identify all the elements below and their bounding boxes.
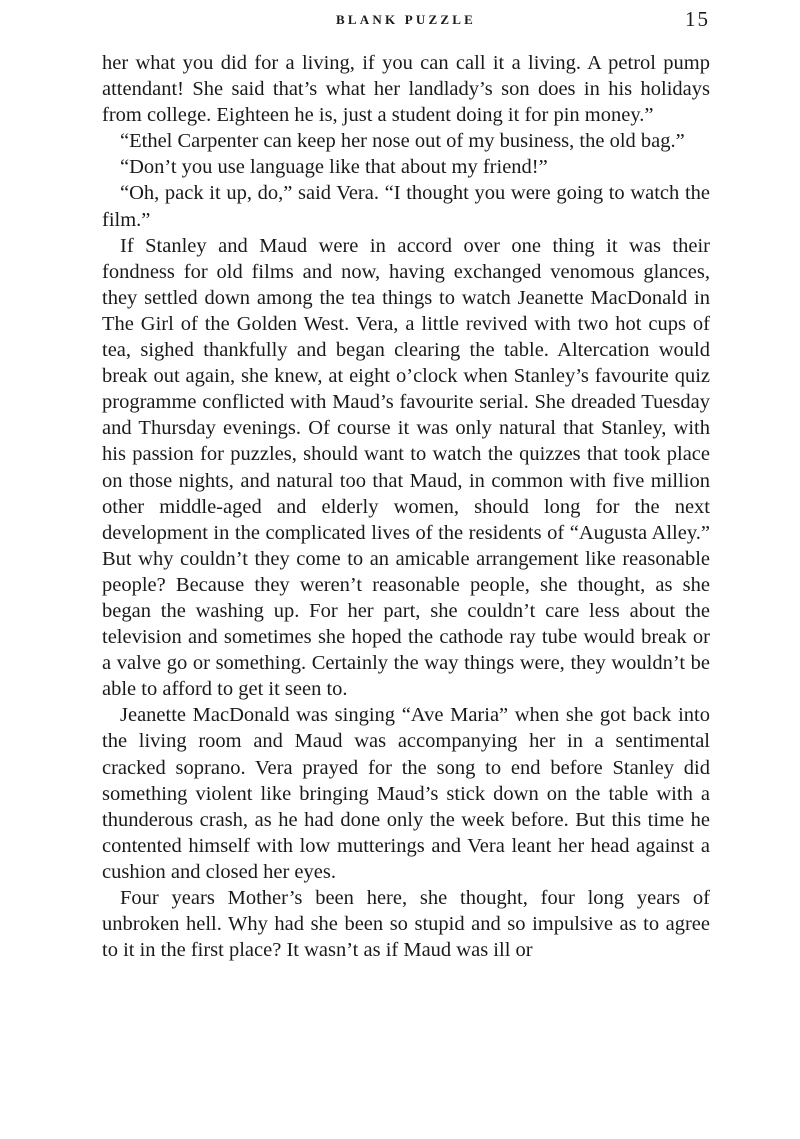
running-header	[102, 0, 710, 50]
paragraph-dialogue-vera: “Oh, pack it up, do,” said Vera. “I thought you were going to watch the film.”	[102, 182, 710, 231]
paragraph-dialogue-stanley: “Ethel Carpenter can keep her nose out of my business, the old bag.”	[120, 130, 685, 153]
page-number: 15	[685, 7, 710, 31]
book-page	[102, 0, 710, 1139]
running-title: BLANK PUZZLE	[336, 12, 476, 27]
paragraph-films: If Stanley and Maud were in accord over one thing it was their fondness for old films and now, having exchanged venomous glances, they settled down among the tea things to watch Jeanette MacDonald in The Girl of the Golden West. Vera, a little revived with two hot cups of tea, sighed thankfully and began clearing the table. Altercation would break out again, she knew, at eight o’clock when Stanley’s favourite quiz programme conflicted with Maud’s favourite serial. She dreaded Tuesday and Thursday evenings. Of course it was only natural that Stanley, with his passion for puzzles, should want to watch the quizzes that took place on those nights, and natural too that Maud, in common with five million other middle-aged and elderly women, should long for the next development in the complicated lives of the residents of “Augusta Alley.” But why couldn’t they come to an amicable arrangement like reasonable people? Because they weren’t reasonable people, she thought, as she began the washing up. For her part, she couldn’t care less about the television and sometimes she hoped the cathode ray tube would break or a valve go or something. Certainly the way things were, they wouldn’t be able to afford to get it seen to.	[102, 234, 710, 701]
paragraph-ave-maria: Jeanette MacDonald was singing “Ave Maria” when she got back into the living room and Maud was accompanying her in a sentimental cracked soprano. Vera prayed for the song to end before Stanley did something violent like bringing Maud’s stick down on the table with a thunderous crash, as he had done only the week before. But this time he contented himself with low mutterings and Vera leant her head against a cushion and closed her eyes.	[102, 704, 710, 883]
paragraph-four-years: Four years Mother’s been here, she thought, four long years of unbroken hell. Why had she been so stupid and so impulsive as to agree to it in the first place? It wasn’t as if Maud was ill or	[102, 887, 710, 962]
paragraph-continued: her what you did for a living, if you can call it a living. A petrol pump attendant! She said that’s what her landlady’s son does in his holidays from college. Eighteen he is, just a student doing it for pin money.”	[102, 52, 710, 127]
body-text	[102, 50, 710, 963]
paragraph-dialogue-maud: “Don’t you use language like that about my friend!”	[120, 156, 548, 179]
